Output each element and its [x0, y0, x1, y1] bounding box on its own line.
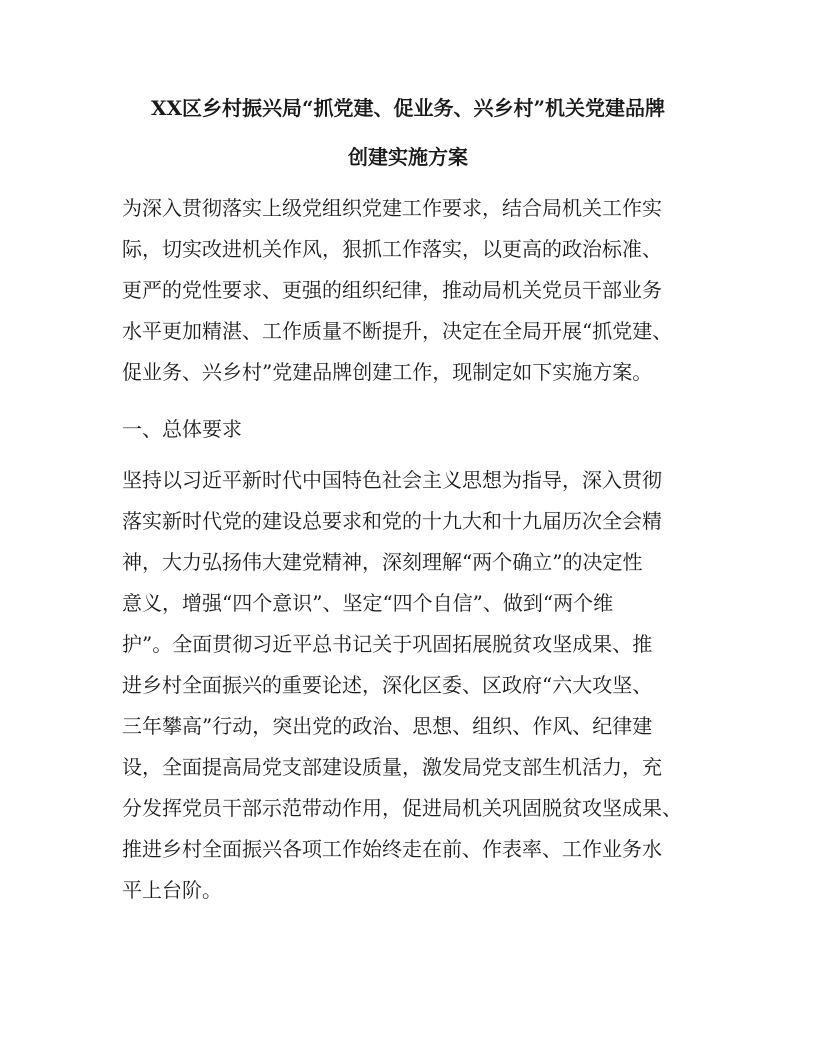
- section1-line: 意义，增强“四个意识”、坚定“四个自信”、做到“两个维: [122, 591, 614, 615]
- section-heading-overall-requirements: 一、总体要求: [122, 417, 242, 441]
- section1-line: 平上台阶。: [122, 878, 222, 902]
- section1-paragraph: [122, 460, 712, 911]
- section1-line: 分发挥党员干部示范带动作用，促进局机关巩固脱贫攻坚成果、: [122, 796, 682, 820]
- intro-line: 促业务、兴乡村”党建品牌创建工作，现制定如下实施方案。: [122, 360, 653, 384]
- section1-line: 落实新时代党的建设总要求和党的十九大和十九届历次全会精: [122, 509, 662, 533]
- intro-line: 为深入贯彻落实上级党组织党建工作要求，结合局机关工作实: [122, 196, 662, 220]
- section1-line: 进乡村全面振兴的重要论述，深化区委、区政府“六大攻坚、: [122, 673, 653, 697]
- intro-line: 际，切实改进机关作风，狠抓工作落实，以更高的政治标准、: [122, 237, 662, 261]
- section1-line: 设，全面提高局党支部建设质量，激发局党支部生机活力，充: [122, 755, 662, 779]
- intro-line: 更严的党性要求、更强的组织纪律，推动局机关党员干部业务: [122, 278, 662, 302]
- document-title-line-1: XX区乡村振兴局“抓党建、促业务、兴乡村”机关党建品牌: [150, 96, 666, 120]
- intro-line: 水平更加精湛、工作质量不断提升，决定在全局开展“抓党建、: [122, 319, 673, 343]
- section1-line: 三年攀高”行动，突出党的政治、思想、组织、作风、纪律建: [122, 714, 653, 738]
- intro-paragraph: [122, 188, 712, 393]
- section1-line: 神，大力弘扬伟大建党精神，深刻理解“两个确立”的决定性: [122, 550, 643, 574]
- document-title-line-2: 创建实施方案: [348, 145, 468, 169]
- section1-line: 推进乡村全面振兴各项工作始终走在前、作表率、工作业务水: [122, 837, 662, 861]
- section1-line: 坚持以习近平新时代中国特色社会主义思想为指导，深入贯彻: [122, 468, 662, 492]
- section1-line: 护”。全面贯彻习近平总书记关于巩固拓展脱贫攻坚成果、推: [122, 632, 653, 656]
